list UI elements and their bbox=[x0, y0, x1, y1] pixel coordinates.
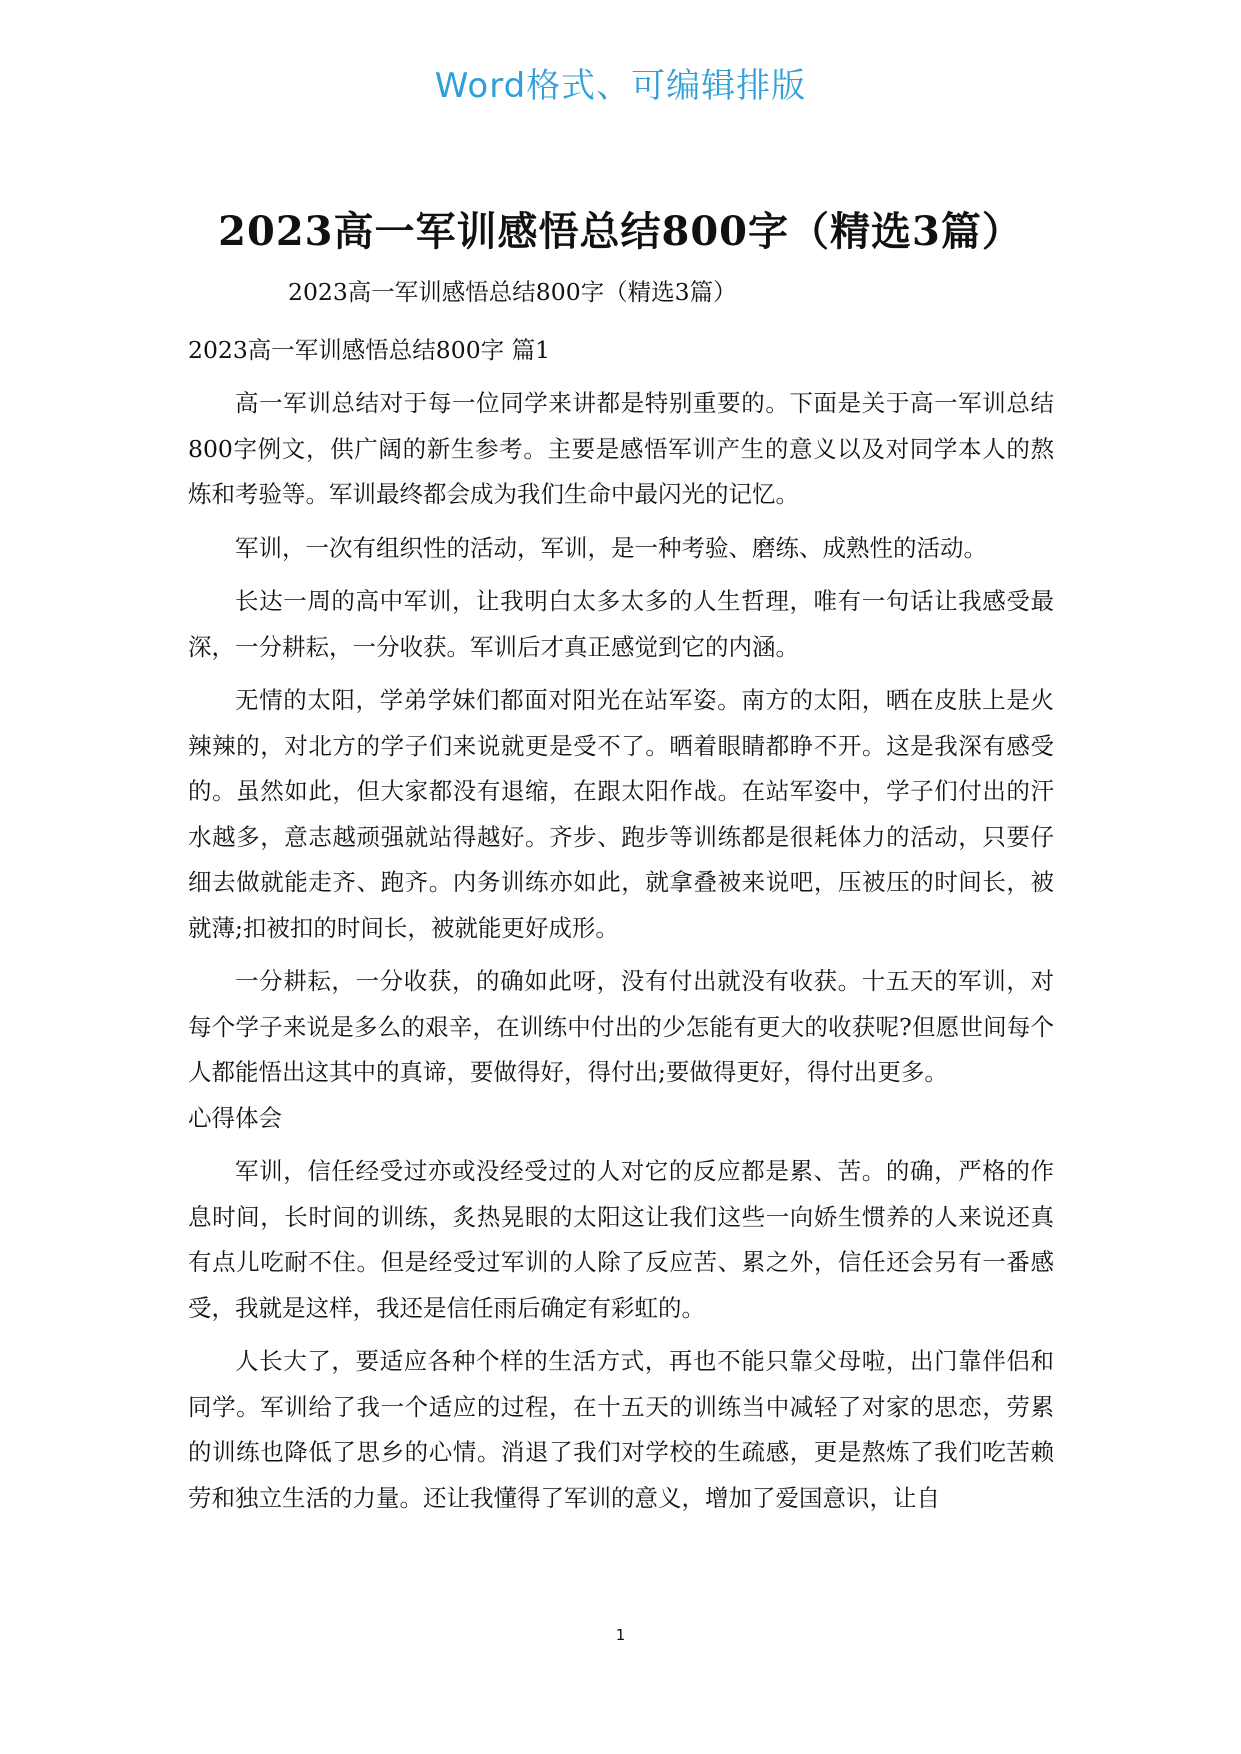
paragraph: 军训，一次有组织性的活动，军训，是一种考验、磨练、成熟性的活动。 bbox=[235, 533, 987, 562]
paragraph: 人长大了，要适应各种个样的生活方式，再也不能只靠父母啦，出门靠伴侣和同学。军训给了我一个适应的过程，在十五天的训练当中减轻了对家的思恋，劳累的训练也降低了思乡的心情。消退了我们对学校的生疏感，更是熬炼了我们吃苦赖劳和独立生活的力量。还让我懂得了军训的意义，增加了爱国意识，让自 bbox=[188, 1347, 1054, 1512]
section-heading: 2023高一军训感悟总结800字 篇1 bbox=[188, 335, 551, 364]
paragraph: 军训，信任经受过亦或没经受过的人对它的反应都是累、苦。的确，严格的作息时间，长时间的训练，炙热晃眼的太阳这让我们这些一向娇生惯养的人来说还真有点儿吃耐不住。但是经受过军训的人除了反应苦、累之外，信任还会另有一番感受，我就是这样，我还是信任雨后确定有彩虹的。 bbox=[188, 1157, 1054, 1322]
document-body bbox=[188, 270, 1054, 1521]
paragraph: 高一军训总结对于每一位同学来讲都是特别重要的。下面是关于高一军训总结800字例文，供广阔的新生参考。主要是感悟军训产生的意义以及对同学本人的熬炼和考验等。军训最终都会成为我们生命中最闪光的记忆。 bbox=[188, 389, 1054, 508]
header-banner: Word格式、可编辑排版 bbox=[434, 66, 807, 106]
paragraph: 长达一周的高中军训，让我明白太多太多的人生哲理，唯有一句话让我感受最深，一分耕耘，一分收获。军训后才真正感觉到它的内涵。 bbox=[188, 587, 1054, 661]
paragraph: 一分耕耘，一分收获，的确如此呀，没有付出就没有收获。十五天的军训，对每个学子来说是多么的艰辛，在训练中付出的少怎能有更大的收获呢?但愿世间每个人都能悟出这其中的真谛，要做得好，得付出;要做得更好，得付出更多。 bbox=[188, 967, 1054, 1086]
document-subtitle: 2023高一军训感悟总结800字（精选3篇） bbox=[288, 278, 737, 306]
label-line: 心得体会 bbox=[188, 1103, 282, 1132]
page-number: 1 bbox=[615, 1626, 626, 1644]
paragraph: 无情的太阳，学弟学妹们都面对阳光在站军姿。南方的太阳，晒在皮肤上是火辣辣的，对北方的学子们来说就更是受不了。晒着眼睛都睁不开。这是我深有感受的。虽然如此，但大家都没有退缩，在跟太阳作战。在站军姿中，学子们付出的汗水越多，意志越顽强就站得越好。齐步、跑步等训练都是很耗体力的活动，只要仔细去做就能走齐、跑齐。内务训练亦如此，就拿叠被来说吧，压被压的时间长，被就薄;扣被扣的时间长，被就能更好成形。 bbox=[188, 686, 1054, 942]
document-title: 2023高一军训感悟总结800字（精选3篇） bbox=[218, 208, 1023, 255]
